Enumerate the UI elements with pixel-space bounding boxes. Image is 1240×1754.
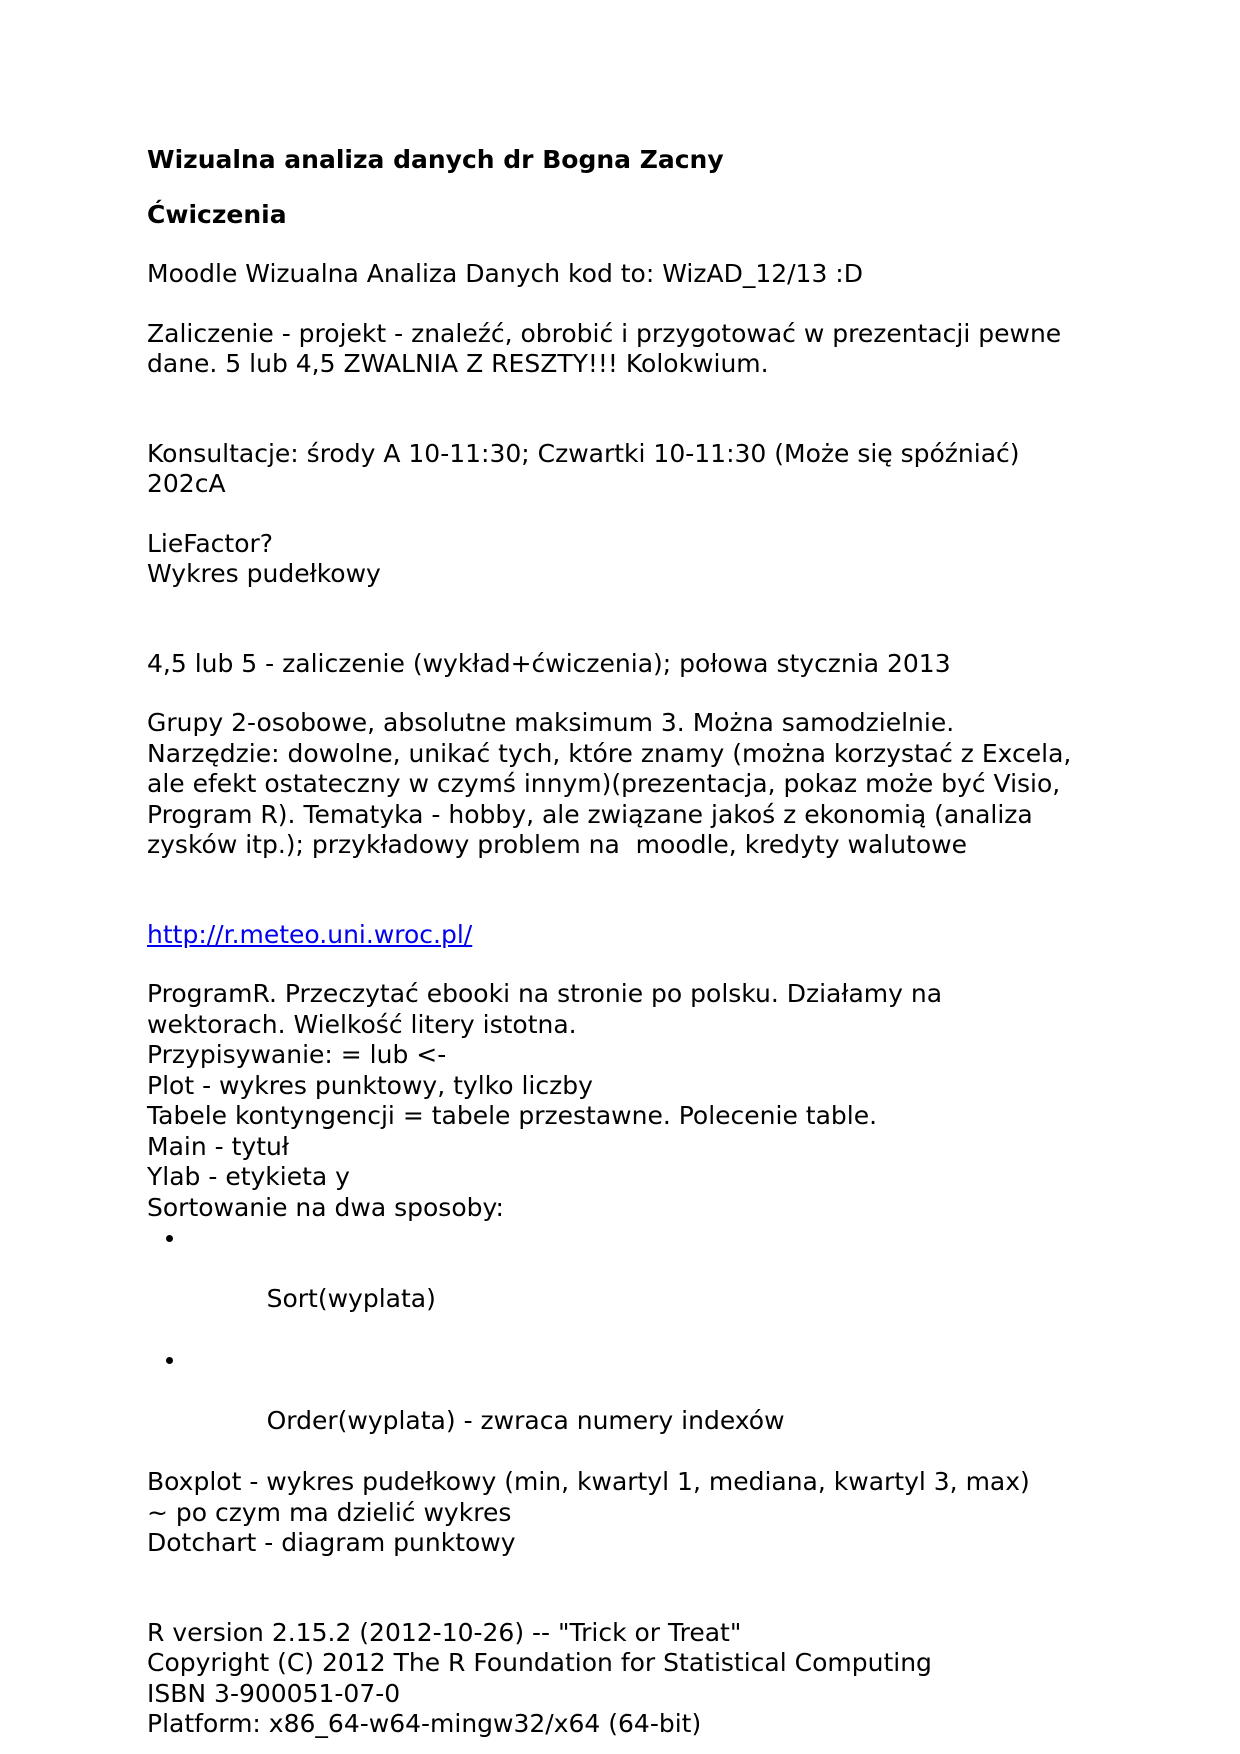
text-line: Przypisywanie: = lub <-: [147, 1040, 447, 1069]
programr-section: [147, 979, 1107, 1559]
r-version-paragraph: [147, 1618, 1107, 1740]
text-line: Main - tytuł: [147, 1131, 289, 1161]
text-line: ale efekt ostateczny w czymś innym)(prezentacja, pokaz może być Visio,: [147, 769, 1061, 798]
text-line: 202cA: [147, 469, 226, 498]
text-line: Copyright (C) 2012 The R Foundation for Statistical Computing: [147, 1648, 932, 1677]
bullet-icon: [166, 1235, 173, 1242]
link-paragraph: [147, 920, 1107, 951]
bullet-icon: [166, 1357, 173, 1364]
text-line: wektorach. Wielkość litery istotna.: [147, 1009, 577, 1039]
list-item: [147, 1345, 1107, 1467]
moodle-paragraph: [147, 259, 1107, 290]
text-line: Dotchart - diagram punktowy: [147, 1528, 516, 1557]
text-line: Boxplot - wykres pudełkowy (min, kwartyl 1, mediana, kwartyl 3, max): [147, 1467, 1030, 1496]
grade-paragraph: [147, 649, 1107, 680]
list-item-text: Sort(wyplata): [266, 1284, 436, 1313]
text-line: ~ po czym ma dzielić wykres: [147, 1497, 512, 1527]
document-subtitle: Ćwiczenia: [147, 200, 287, 229]
text-line: Sortowanie na dwa sposoby:: [147, 1192, 504, 1222]
text-line: zysków itp.); przykładowy problem na moodle, kredyty walutowe: [147, 830, 967, 859]
text-line: dane. 5 lub 4,5 ZWALNIA Z RESZTY!!! Kolokwium.: [147, 349, 769, 378]
list-item-text: Order(wyplata) - zwraca numery indexów: [266, 1406, 785, 1435]
grade-line: 4,5 lub 5 - zaliczenie (wykład+ćwiczenia); połowa stycznia 2013: [147, 648, 951, 678]
text-line: Platform: x86_64-w64-mingw32/x64 (64-bit): [147, 1709, 702, 1738]
meteo-link[interactable]: http://r.meteo.uni.wroc.pl/: [147, 919, 473, 949]
text-line: Tabele kontyngencji = tabele przestawne. Polecenie table.: [147, 1101, 878, 1130]
konsultacje-paragraph: [147, 439, 1107, 500]
document-title: Wizualna analiza danych dr Bogna Zacny: [147, 145, 724, 174]
text-line: R version 2.15.2 (2012-10-26) -- "Trick or Treat": [147, 1617, 742, 1647]
text-line: Grupy 2-osobowe, absolutne maksimum 3. Można samodzielnie.: [147, 708, 955, 737]
list-item: [147, 1223, 1107, 1345]
text-line: ISBN 3-900051-07-0: [147, 1678, 401, 1708]
text-line: Ylab - etykieta y: [147, 1162, 350, 1191]
text-line: Konsultacje: środy A 10-11:30; Czwartki 10-11:30 (Może się spóźniać): [147, 438, 1020, 468]
moodle-line: Moodle Wizualna Analiza Danych kod to: WizAD_12/13 :D: [147, 259, 863, 288]
text-line: LieFactor?: [147, 528, 274, 558]
text-line: Plot - wykres punktowy, tylko liczby: [147, 1070, 593, 1100]
text-line: Narzędzie: dowolne, unikać tych, które znamy (można korzystać z Excela,: [147, 738, 1072, 768]
text-line: Wykres pudełkowy: [147, 559, 381, 588]
topics-paragraph: [147, 529, 1107, 590]
text-line: ProgramR. Przeczytać ebooki na stronie po polsku. Działamy na: [147, 979, 943, 1008]
groups-paragraph: [147, 708, 1107, 861]
sort-methods-list: [147, 1223, 1107, 1467]
text-line: Program R). Tematyka - hobby, ale związane jakoś z ekonomią (analiza: [147, 799, 1033, 829]
document-page: [147, 145, 1107, 1740]
zaliczenie-paragraph: [147, 319, 1107, 380]
text-line: Zaliczenie - projekt - znaleźć, obrobić i przygotować w prezentacji pewne: [147, 318, 1062, 348]
